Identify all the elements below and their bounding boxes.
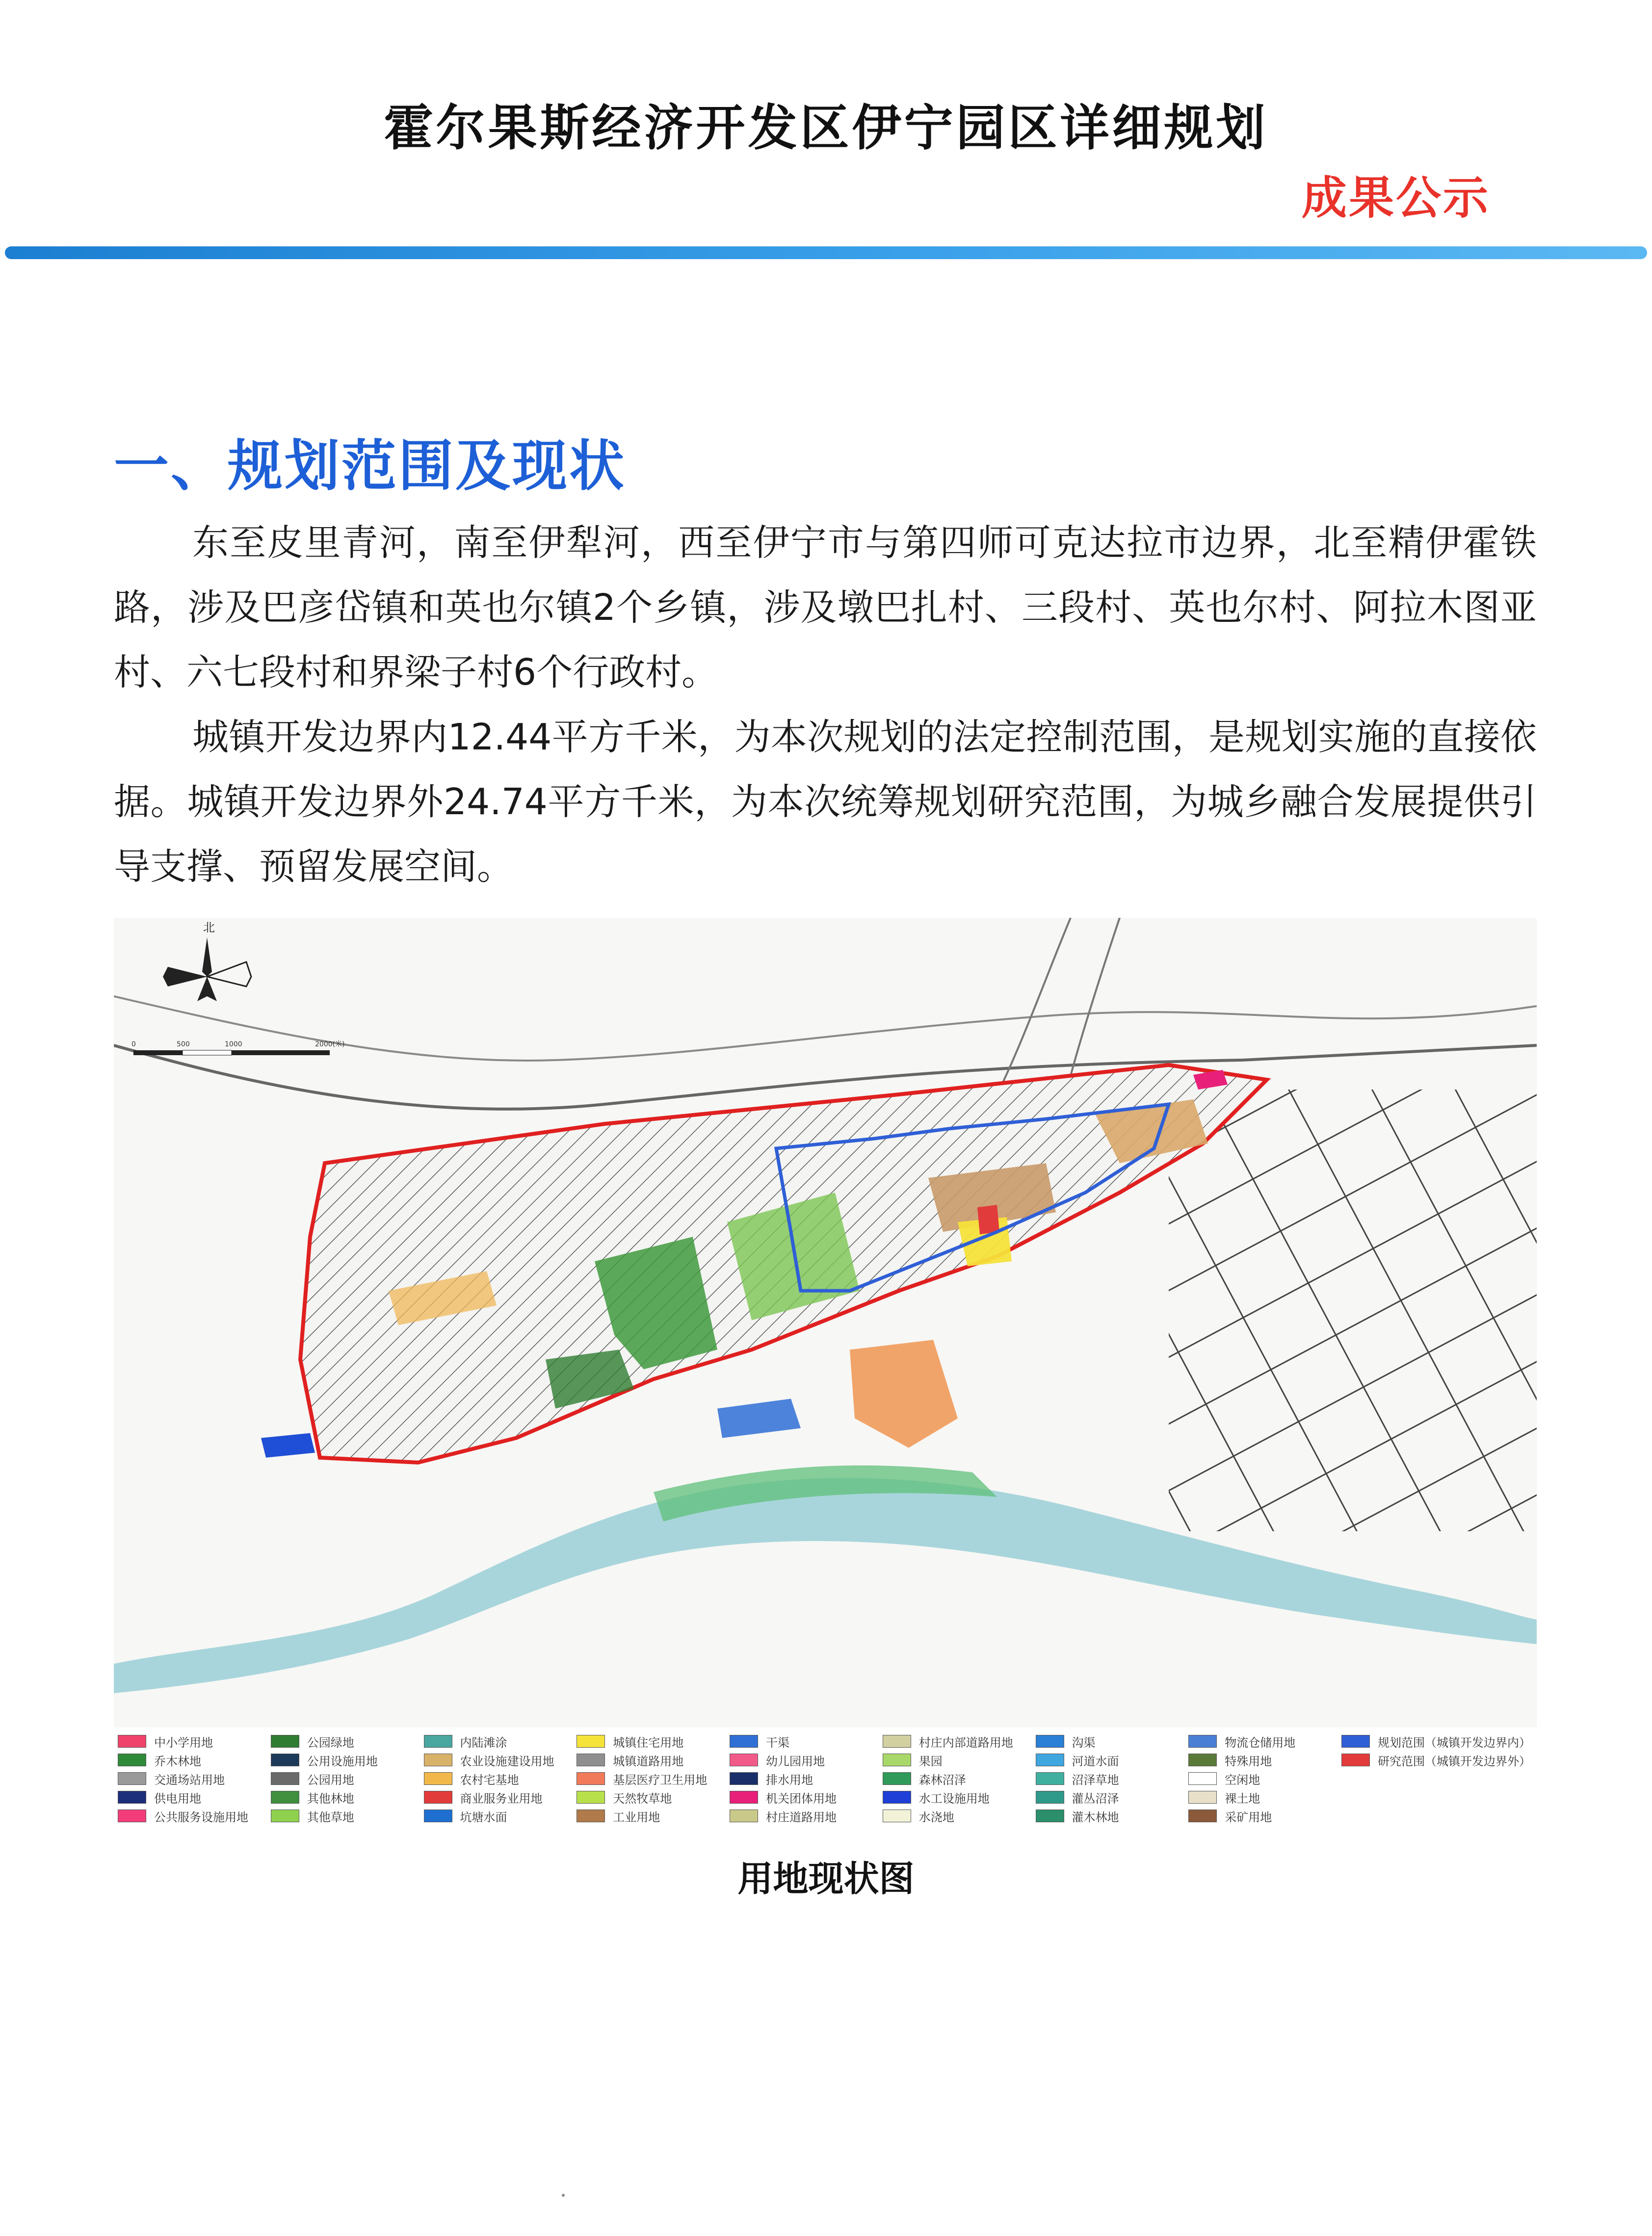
legend-swatch bbox=[577, 1754, 605, 1766]
legend-item bbox=[424, 1751, 572, 1769]
legend-item bbox=[271, 1788, 419, 1806]
legend-label: 中小学用地 bbox=[154, 1735, 213, 1750]
legend-swatch bbox=[883, 1735, 911, 1748]
legend-label: 森林沼泽 bbox=[918, 1773, 966, 1787]
legend-label: 城镇道路用地 bbox=[613, 1754, 684, 1768]
legend-item bbox=[577, 1788, 725, 1806]
legend-item bbox=[271, 1751, 419, 1769]
scale-label: 0 bbox=[131, 1040, 136, 1048]
legend-swatch bbox=[1188, 1735, 1217, 1748]
land-use-map bbox=[114, 918, 1537, 1728]
scale-label: 500 bbox=[177, 1040, 190, 1048]
legend-label: 果园 bbox=[918, 1754, 943, 1768]
legend-item bbox=[1188, 1751, 1337, 1769]
legend-swatch bbox=[1188, 1754, 1217, 1766]
legend-label: 供电用地 bbox=[154, 1791, 201, 1806]
legend-label: 空闲地 bbox=[1225, 1773, 1260, 1787]
scale-label: 1000 bbox=[225, 1040, 242, 1048]
legend-item bbox=[424, 1807, 572, 1825]
legend-swatch bbox=[730, 1810, 758, 1822]
legend-label: 城镇住宅用地 bbox=[613, 1735, 684, 1750]
legend-swatch bbox=[118, 1810, 146, 1822]
legend-label: 研究范围（城镇开发边界外） bbox=[1378, 1754, 1531, 1768]
legend-label: 水工设施用地 bbox=[918, 1791, 990, 1806]
parcel-green bbox=[546, 1350, 634, 1409]
scale-bar bbox=[133, 1050, 330, 1055]
legend-item bbox=[1036, 1732, 1184, 1750]
legend-item bbox=[577, 1751, 725, 1769]
legend-label: 沼泽草地 bbox=[1072, 1773, 1119, 1787]
legend-label: 河道水面 bbox=[1072, 1754, 1119, 1768]
legend-label: 农业设施建设用地 bbox=[460, 1754, 554, 1768]
legend-item bbox=[577, 1807, 725, 1825]
legend-swatch bbox=[271, 1810, 299, 1822]
legend-label: 村庄内部道路用地 bbox=[918, 1735, 1013, 1750]
legend-item bbox=[424, 1732, 572, 1750]
legend-swatch bbox=[1341, 1735, 1370, 1748]
legend-item bbox=[577, 1770, 725, 1787]
legend-item bbox=[1036, 1788, 1184, 1806]
legend-label: 农村宅基地 bbox=[460, 1773, 519, 1787]
legend-swatch bbox=[1341, 1754, 1370, 1766]
legend-label: 沟渠 bbox=[1072, 1735, 1096, 1750]
parcel-blue bbox=[261, 1433, 315, 1458]
legend-label: 机关团体用地 bbox=[766, 1791, 837, 1806]
legend-item bbox=[271, 1732, 419, 1750]
legend-label: 采矿用地 bbox=[1225, 1810, 1272, 1824]
legend-label: 村庄道路用地 bbox=[766, 1810, 837, 1824]
legend-item bbox=[1036, 1770, 1184, 1787]
legend-item bbox=[883, 1788, 1031, 1806]
legend-label: 商业服务业用地 bbox=[460, 1791, 543, 1806]
legend-swatch bbox=[730, 1791, 758, 1804]
legend-label: 公共服务设施用地 bbox=[154, 1810, 248, 1824]
legend-label: 干渠 bbox=[766, 1735, 789, 1750]
legend-item bbox=[1188, 1770, 1337, 1787]
legend-label: 基层医疗卫生用地 bbox=[613, 1773, 708, 1787]
legend-item bbox=[1188, 1732, 1337, 1750]
legend-swatch bbox=[1188, 1772, 1217, 1785]
legend-label: 排水用地 bbox=[766, 1773, 813, 1787]
legend-item bbox=[424, 1770, 572, 1787]
legend-label: 幼儿园用地 bbox=[766, 1754, 825, 1768]
legend-item bbox=[730, 1770, 878, 1787]
legend-swatch bbox=[730, 1754, 758, 1766]
legend-swatch bbox=[1036, 1791, 1064, 1804]
north-arrow bbox=[163, 937, 251, 1001]
paragraph-area: 城镇开发边界内12.44平方千米，为本次规划的法定控制范围，是规划实施的直接依据。城镇开发边界外24.74平方千米，为本次统筹规划研究范围，为城乡融合发展提供引导支撑、预留发展空间。 bbox=[114, 716, 1537, 888]
legend-item bbox=[118, 1751, 266, 1769]
legend-swatch bbox=[1036, 1772, 1064, 1785]
legend-item bbox=[730, 1807, 878, 1825]
legend-swatch bbox=[730, 1735, 758, 1748]
legend-item bbox=[577, 1732, 725, 1750]
north-label: 北 bbox=[203, 921, 215, 934]
legend-swatch bbox=[1036, 1810, 1064, 1822]
legend-item bbox=[1036, 1807, 1184, 1825]
legend-item bbox=[424, 1788, 572, 1806]
legend-item bbox=[271, 1807, 419, 1825]
legend-item bbox=[118, 1770, 266, 1787]
legend-swatch bbox=[271, 1791, 299, 1804]
legend-label: 灌丛沼泽 bbox=[1072, 1791, 1119, 1806]
legend-item bbox=[1341, 1732, 1531, 1750]
legend-swatch bbox=[271, 1735, 299, 1748]
legend-swatch bbox=[577, 1735, 605, 1748]
legend-label: 其他林地 bbox=[307, 1791, 354, 1806]
legend-item bbox=[883, 1732, 1031, 1750]
scale-label: 2000(米) bbox=[315, 1040, 345, 1048]
legend-swatch bbox=[271, 1772, 299, 1785]
road-line bbox=[1066, 918, 1120, 1094]
legend-item bbox=[1188, 1788, 1337, 1806]
legend-label: 灌木林地 bbox=[1072, 1810, 1119, 1824]
legend-item bbox=[118, 1732, 266, 1750]
parcel-red bbox=[977, 1205, 999, 1234]
legend-item bbox=[118, 1807, 266, 1825]
legend-label: 物流仓储用地 bbox=[1225, 1735, 1296, 1750]
legend-label: 坑塘水面 bbox=[460, 1810, 507, 1824]
legend-swatch bbox=[883, 1754, 911, 1766]
legend-swatch bbox=[883, 1810, 911, 1822]
legend-swatch bbox=[1188, 1791, 1217, 1804]
legend-swatch bbox=[1036, 1754, 1064, 1766]
legend-label: 公用设施用地 bbox=[307, 1754, 378, 1768]
legend-swatch bbox=[271, 1754, 299, 1766]
paragraph-scope: 东至皮里青河，南至伊犁河，西至伊宁市与第四师可克达拉市边界，北至精伊霍铁路，涉及巴彦岱镇和英也尔镇2个乡镇，涉及墩巴扎村、三段村、英也尔村、阿拉木图亚村、六七段村和界梁子村6个行政村。 bbox=[114, 522, 1537, 693]
legend-label: 内陆滩涂 bbox=[460, 1735, 507, 1750]
legend-label: 规划范围（城镇开发边界内） bbox=[1378, 1735, 1531, 1750]
figure-caption: 用地现状图 bbox=[737, 1858, 915, 1899]
legend-swatch bbox=[118, 1772, 146, 1785]
legend-swatch bbox=[118, 1754, 146, 1766]
legend-swatch bbox=[1188, 1810, 1217, 1822]
section-heading: 一、规划范围及现状 bbox=[114, 434, 626, 498]
legend-item bbox=[271, 1770, 419, 1787]
legend-label: 公园用地 bbox=[307, 1773, 354, 1787]
legend-label: 裸土地 bbox=[1225, 1791, 1260, 1806]
legend-swatch bbox=[1036, 1735, 1064, 1748]
legend-swatch bbox=[577, 1810, 605, 1822]
legend-item bbox=[883, 1770, 1031, 1787]
legend-swatch bbox=[883, 1791, 911, 1804]
legend-item bbox=[1036, 1751, 1184, 1769]
publication-status: 成果公示 bbox=[1301, 172, 1490, 224]
legend-swatch bbox=[577, 1772, 605, 1785]
legend-item bbox=[883, 1751, 1031, 1769]
document-title: 霍尔果斯经济开发区伊宁园区详细规划 bbox=[384, 99, 1268, 157]
legend-swatch bbox=[424, 1735, 452, 1748]
map-legend bbox=[118, 1732, 1531, 1826]
legend-swatch bbox=[118, 1735, 146, 1748]
road-grid bbox=[1169, 1090, 1537, 1531]
legend-item bbox=[730, 1788, 878, 1806]
legend-swatch bbox=[424, 1791, 452, 1804]
legend-item bbox=[730, 1751, 878, 1769]
parcel-blue bbox=[717, 1399, 801, 1438]
legend-swatch bbox=[424, 1810, 452, 1822]
legend-label: 特殊用地 bbox=[1225, 1754, 1272, 1768]
page-marker bbox=[562, 2194, 565, 2197]
legend-label: 乔木林地 bbox=[154, 1754, 201, 1768]
legend-item bbox=[118, 1788, 266, 1806]
legend-label: 水浇地 bbox=[918, 1810, 954, 1824]
legend-label: 其他草地 bbox=[307, 1810, 354, 1824]
legend-item bbox=[1188, 1807, 1337, 1825]
legend-item bbox=[730, 1732, 878, 1750]
header-divider bbox=[5, 246, 1647, 259]
legend-swatch bbox=[118, 1791, 146, 1804]
legend-label: 公园绿地 bbox=[307, 1735, 354, 1750]
legend-label: 交通场站用地 bbox=[154, 1773, 225, 1787]
legend-swatch bbox=[424, 1772, 452, 1785]
legend-swatch bbox=[577, 1791, 605, 1804]
legend-swatch bbox=[730, 1772, 758, 1785]
legend-label: 天然牧草地 bbox=[613, 1791, 672, 1806]
legend-item bbox=[883, 1807, 1031, 1825]
legend-item bbox=[1341, 1751, 1531, 1769]
legend-swatch bbox=[883, 1772, 911, 1785]
parcel-orange bbox=[850, 1340, 958, 1448]
legend-label: 工业用地 bbox=[613, 1810, 660, 1824]
legend-swatch bbox=[424, 1754, 452, 1766]
